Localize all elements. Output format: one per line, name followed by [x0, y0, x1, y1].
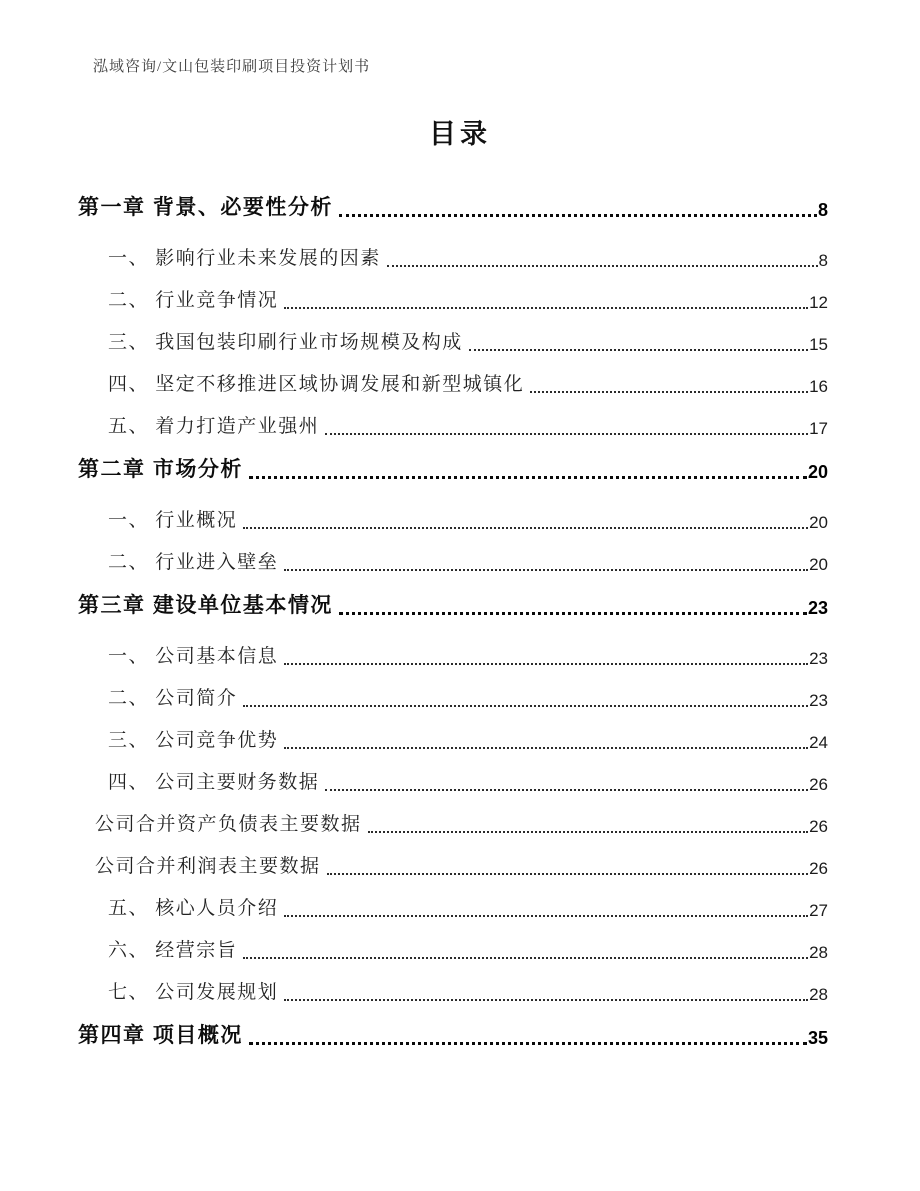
toc-entry-text: 第二章 市场分析: [78, 457, 243, 481]
toc-entry-text: 七、 公司发展规划: [108, 982, 279, 1004]
toc-entry[interactable]: [108, 245, 828, 271]
toc-entry-text: 五、 核心人员介绍: [108, 898, 279, 920]
toc-entry[interactable]: [95, 853, 828, 879]
toc-entry[interactable]: [78, 193, 828, 221]
toc-entry[interactable]: [108, 413, 828, 439]
toc-entry-text: 第四章 项目概况: [78, 1023, 243, 1047]
toc-entry-text: 四、 坚定不移推进区域协调发展和新型城镇化: [108, 374, 525, 396]
toc-page-number: 24: [809, 733, 828, 753]
toc-leader-dots: [368, 831, 809, 833]
toc-entry-text: 一、 行业概况: [108, 510, 238, 532]
toc-entry[interactable]: [108, 685, 828, 711]
toc-leader-dots: [249, 1042, 807, 1045]
toc-leader-dots: [284, 999, 808, 1001]
toc-leader-dots: [284, 307, 808, 309]
toc-page-number: 17: [809, 419, 828, 439]
toc-entry[interactable]: [108, 371, 828, 397]
toc-leader-dots: [284, 663, 808, 665]
toc-leader-dots: [530, 391, 808, 393]
toc-entry-text: 第三章 建设单位基本情况: [78, 593, 333, 617]
toc-page-number: 26: [809, 817, 828, 837]
toc-entry[interactable]: [78, 455, 828, 483]
toc-entry[interactable]: [108, 549, 828, 575]
toc-leader-dots: [327, 873, 809, 875]
toc-entry[interactable]: [108, 329, 828, 355]
toc-entry-text: 四、 公司主要财务数据: [108, 772, 320, 794]
toc-entry-text: 一、 影响行业未来发展的因素: [108, 248, 381, 270]
toc-leader-dots: [249, 476, 807, 479]
toc-entry[interactable]: [108, 937, 828, 963]
toc-page-number: 27: [809, 901, 828, 921]
toc-leader-dots: [339, 612, 807, 615]
toc-page-number: 35: [807, 1028, 828, 1049]
document-header: 泓域咨询/文山包装印刷项目投资计划书: [93, 59, 371, 75]
toc-page-number: 28: [809, 943, 828, 963]
toc-page-number: 20: [809, 513, 828, 533]
toc-leader-dots: [387, 265, 818, 267]
toc-page-number: 28: [809, 985, 828, 1005]
toc-entry-text: 一、 公司基本信息: [108, 646, 279, 668]
toc-page-number: 23: [807, 598, 828, 619]
toc-entry-text: 六、 经营宗旨: [108, 940, 238, 962]
toc-page-number: 16: [809, 377, 828, 397]
toc-leader-dots: [243, 527, 808, 529]
toc-leader-dots: [243, 705, 808, 707]
toc-leader-dots: [284, 569, 808, 571]
toc-page-number: 23: [809, 649, 828, 669]
toc-entry[interactable]: [108, 287, 828, 313]
toc-page-number: 20: [807, 462, 828, 483]
toc-entry-text: 公司合并资产负债表主要数据: [95, 814, 362, 836]
toc-page-number: 23: [809, 691, 828, 711]
toc-entry-text: 二、 行业进入壁垒: [108, 552, 279, 574]
toc-leader-dots: [469, 349, 808, 351]
toc-entry-text: 三、 我国包装印刷行业市场规模及构成: [108, 332, 463, 354]
toc-entry[interactable]: [108, 979, 828, 1005]
toc-leader-dots: [284, 915, 808, 917]
toc-entry-text: 二、 公司简介: [108, 688, 238, 710]
toc-page-number: 20: [809, 555, 828, 575]
table-of-contents: [78, 193, 828, 1073]
toc-entry-text: 三、 公司竞争优势: [108, 730, 279, 752]
toc-entry-text: 公司合并利润表主要数据: [95, 856, 321, 878]
toc-entry-text: 五、 着力打造产业强州: [108, 416, 320, 438]
toc-page-number: 26: [809, 775, 828, 795]
toc-entry[interactable]: [108, 507, 828, 533]
toc-leader-dots: [325, 789, 808, 791]
toc-entry[interactable]: [95, 811, 828, 837]
toc-entry[interactable]: [108, 727, 828, 753]
toc-entry[interactable]: [78, 1021, 828, 1049]
toc-leader-dots: [339, 214, 817, 217]
toc-leader-dots: [284, 747, 808, 749]
toc-entry[interactable]: [108, 643, 828, 669]
toc-entry[interactable]: [108, 895, 828, 921]
toc-entry-text: 第一章 背景、必要性分析: [78, 195, 333, 219]
toc-page-number: 8: [818, 251, 828, 271]
toc-entry-text: 二、 行业竞争情况: [108, 290, 279, 312]
toc-title: 目录: [429, 119, 491, 149]
toc-page-number: 15: [809, 335, 828, 355]
toc-leader-dots: [325, 433, 808, 435]
toc-leader-dots: [243, 957, 808, 959]
toc-entry[interactable]: [78, 591, 828, 619]
toc-page-number: 26: [809, 859, 828, 879]
toc-page-number: 12: [809, 293, 828, 313]
toc-page-number: 8: [817, 200, 828, 221]
toc-entry[interactable]: [108, 769, 828, 795]
